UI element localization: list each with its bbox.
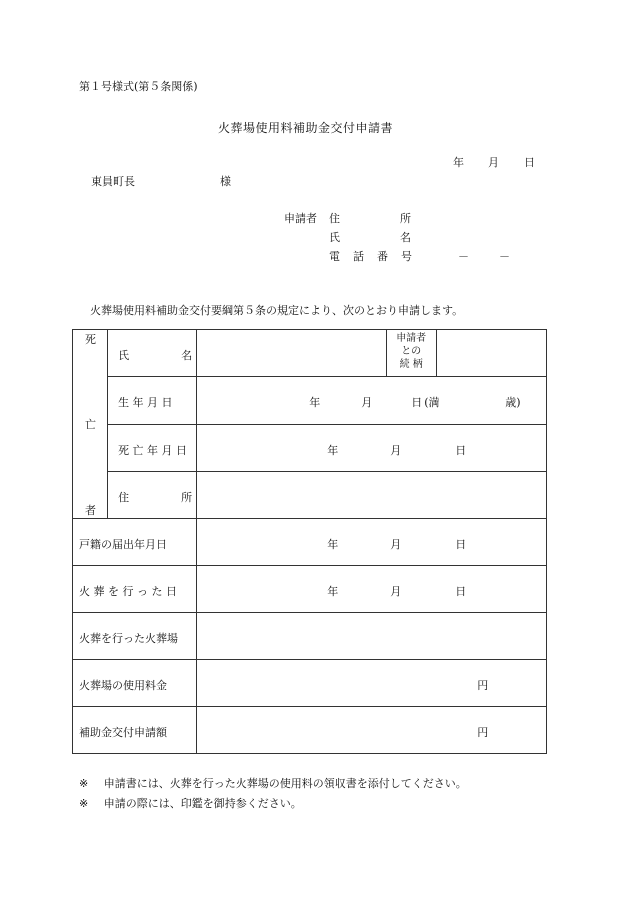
deceased-address-field[interactable]: [197, 471, 547, 518]
note-1-mark: ※: [79, 777, 89, 790]
deceased-label-cell: [73, 330, 108, 519]
note-2-mark: ※: [79, 797, 89, 810]
address-label-char-1: 住: [118, 490, 130, 504]
addressee-honorific: 様: [220, 175, 231, 188]
birth-month-unit: 月: [361, 396, 373, 410]
applicant-name-label-2: 名: [400, 231, 411, 244]
intro-text: 火葬場使用料補助金交付要綱第５条の規定により、次のとおり申請します。: [90, 304, 464, 317]
death-month-unit: 月: [390, 443, 402, 457]
age-close: 歳): [505, 396, 521, 410]
application-table: [72, 329, 547, 754]
death-date-label: 死 亡 年 月 日: [118, 443, 188, 457]
relation-label-line-3: 続 柄: [399, 359, 423, 371]
date-year-label: 年: [453, 156, 464, 169]
name-label-char-2: 名: [181, 349, 193, 363]
death-date-label-cell: [108, 424, 197, 471]
age-open: (満: [424, 396, 440, 410]
birth-date-field[interactable]: [197, 377, 547, 424]
note-1: [79, 775, 467, 791]
death-date-field[interactable]: [197, 424, 547, 471]
form-number: 第１号様式(第５条関係): [79, 80, 198, 93]
cremation-month-unit: 月: [390, 585, 402, 598]
applicant-name-label-1: 氏: [329, 231, 340, 244]
form-title: 火葬場使用料補助金交付申請書: [218, 121, 394, 135]
applicant-phone-label-1: 電: [329, 250, 340, 263]
death-day-unit: 日: [455, 443, 467, 457]
fee-unit: 円: [477, 679, 489, 692]
note-2: [79, 795, 302, 811]
fee-label: 火葬場の使用料金: [79, 679, 167, 692]
crematorium-label-cell: [73, 613, 197, 660]
date-day-label: 日: [524, 156, 535, 169]
subsidy-label: 補助金交付申請額: [79, 726, 167, 739]
relation-field[interactable]: [436, 330, 546, 377]
applicant-address-label-1: 住: [329, 212, 340, 225]
birth-year-unit: 年: [309, 396, 321, 410]
koseki-day-unit: 日: [455, 538, 467, 551]
fee-field[interactable]: [197, 660, 547, 707]
subsidy-unit: 円: [477, 726, 489, 739]
relation-label-line-2: との: [401, 346, 422, 358]
death-year-unit: 年: [327, 443, 339, 457]
cremation-day-unit: 日: [455, 585, 467, 598]
name-label-cell: [108, 330, 197, 377]
relation-label-cell: [386, 330, 436, 377]
note-2-text: 申請の際には、印鑑を御持参ください。: [103, 797, 302, 810]
applicant-phone-label-4: 号: [401, 250, 412, 263]
cremation-date-field[interactable]: [197, 566, 547, 613]
koseki-label: 戸籍の届出年月日: [79, 538, 167, 551]
applicant-address-label-2: 所: [400, 212, 411, 225]
cremation-date-label-cell: [73, 566, 197, 613]
address-label-char-2: 所: [181, 490, 193, 504]
relation-label-line-1: 申請者: [396, 333, 427, 345]
phone-dash-2: －: [499, 250, 510, 263]
addressee-office: 東員町長: [91, 175, 135, 188]
deceased-name-field[interactable]: [197, 330, 386, 377]
applicant-phone-label-3: 番: [377, 250, 388, 263]
fee-label-cell: [73, 660, 197, 707]
koseki-date-field[interactable]: [197, 519, 547, 566]
koseki-month-unit: 月: [390, 538, 402, 551]
deceased-label-char-2: 亡: [85, 418, 96, 431]
cremation-year-unit: 年: [327, 585, 339, 598]
deceased-label-char-1: 死: [85, 333, 96, 346]
crematorium-label: 火葬を行った火葬場: [79, 632, 178, 645]
koseki-label-cell: [73, 519, 197, 566]
date-month-label: 月: [488, 156, 499, 169]
deceased-address-label-cell: [108, 471, 197, 518]
crematorium-field[interactable]: [197, 613, 547, 660]
koseki-year-unit: 年: [327, 538, 339, 551]
phone-dash-1: －: [458, 250, 469, 263]
cremation-date-label: 火 葬 を 行 っ た 日: [79, 585, 177, 598]
deceased-label-char-3: 者: [85, 504, 96, 517]
applicant-phone-label-2: 話: [353, 250, 364, 263]
subsidy-label-cell: [73, 707, 197, 754]
note-1-text: 申請書には、火葬を行った火葬場の使用料の領収書を添付してください。: [103, 777, 467, 790]
birth-day-unit: 日: [411, 396, 423, 410]
name-label-char-1: 氏: [118, 349, 130, 363]
birth-label-cell: [108, 377, 197, 424]
birth-label: 生 年 月 日: [118, 396, 173, 410]
applicant-label: 申請者: [284, 212, 317, 225]
subsidy-field[interactable]: [197, 707, 547, 754]
